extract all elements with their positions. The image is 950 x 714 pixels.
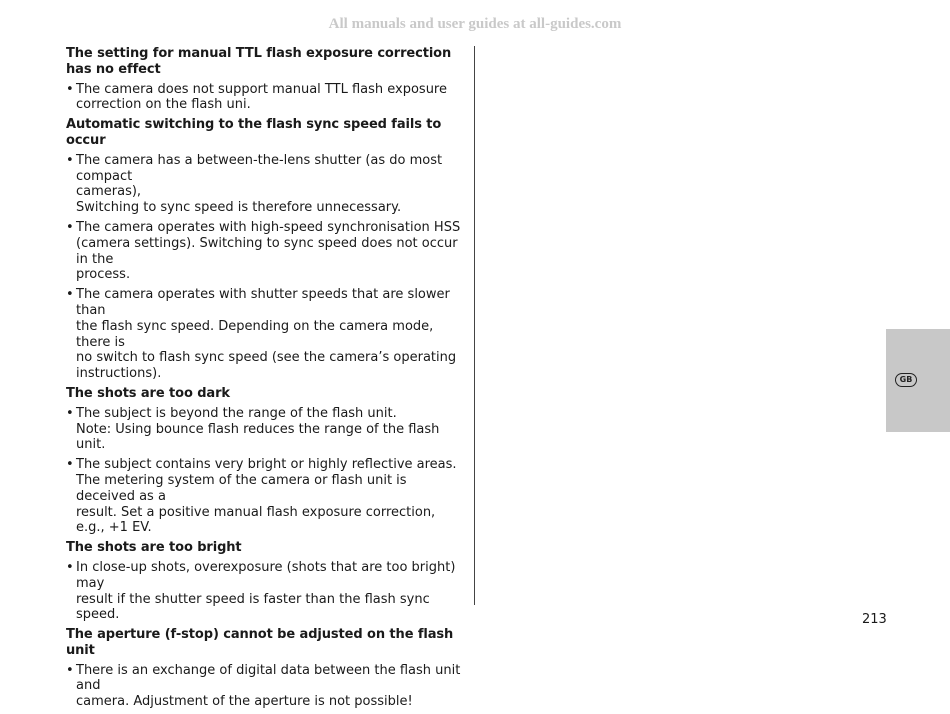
bullet-point-icon: • — [66, 457, 74, 473]
bullet-text-line: The subject contains very bright or highly reflective areas. — [76, 457, 457, 473]
bullet-text-line: result. Set a positive manual flash exposure correction, e.g., +1 EV. — [76, 504, 436, 536]
bullet-text-line: The camera operates with shutter speeds that are slower than — [76, 287, 450, 318]
bullet-text-line: correction on the flash uni. — [76, 97, 251, 113]
bullet-text-line: camera. Adjustment of the aperture is not possible! — [76, 694, 413, 710]
bullet-point-icon: • — [66, 152, 74, 168]
bullet-text-line: result if the shutter speed is faster than the flash sync speed. — [76, 591, 430, 623]
bullet-item — [66, 406, 466, 453]
section-heading: The shots are too dark — [66, 385, 230, 401]
bullet-text-line: The subject is beyond the range of the flash unit. — [76, 405, 397, 421]
section-heading: Automatic switching to the flash sync speed fails to occur — [66, 117, 442, 148]
bullet-text-line: Switching to sync speed is therefore unnecessary. — [76, 200, 402, 216]
bullet-point-icon: • — [66, 81, 74, 97]
bullet-item — [66, 560, 466, 623]
section-heading: The setting for manual TTL flash exposure correction has no effect — [66, 46, 452, 77]
bullet-text-line: In close-up shots, overexposure (shots that are too bright) may — [76, 559, 456, 591]
bullet-point-icon: • — [66, 287, 74, 303]
bullet-text-line: The metering system of the camera or flash unit is deceived as a — [76, 472, 407, 504]
bullet-text-line: The camera operates with high-speed synchronisation HSS — [76, 219, 461, 235]
bullet-point-icon: • — [66, 405, 74, 421]
bullet-text-line: The camera has a between-the-lens shutter (as do most compact — [76, 152, 443, 184]
bullet-text-line: The camera does not support manual TTL flash exposure — [76, 81, 447, 97]
bullet-text-line: (camera settings). Switching to sync speed does not occur in the — [76, 235, 458, 267]
bullet-item — [66, 457, 466, 536]
page-number: 213 — [862, 612, 887, 627]
bullet-point-icon: • — [66, 559, 74, 575]
column-divider — [474, 46, 475, 605]
bullet-text-line: Note: Using bounce flash reduces the range of the flash unit. — [76, 421, 440, 453]
section-heading: The shots are too bright — [66, 540, 242, 556]
bullet-item — [66, 663, 466, 710]
bullet-text-line: no switch to flash sync speed (see the camera’s operating — [76, 350, 457, 366]
troubleshooting-column — [66, 46, 466, 714]
gb-language-badge: GB — [895, 373, 917, 387]
watermark-text: All manuals and user guides at all-guides.com — [328, 16, 622, 32]
bullet-item — [66, 82, 466, 114]
bullet-text-line: There is an exchange of digital data between the flash unit and — [76, 662, 461, 694]
bullet-text-line: cameras), — [76, 184, 142, 200]
bullet-item — [66, 287, 466, 382]
section-heading: The aperture (f-stop) cannot be adjusted on the flash unit — [66, 627, 454, 658]
bullet-point-icon: • — [66, 662, 74, 678]
bullet-text-line: process. — [76, 267, 131, 283]
bullet-item — [66, 153, 466, 216]
bullet-text-line: instructions). — [76, 366, 162, 382]
bullet-text-line: the flash sync speed. Depending on the camera mode, there is — [76, 318, 434, 350]
bullet-point-icon: • — [66, 219, 74, 235]
bullet-item — [66, 220, 466, 283]
